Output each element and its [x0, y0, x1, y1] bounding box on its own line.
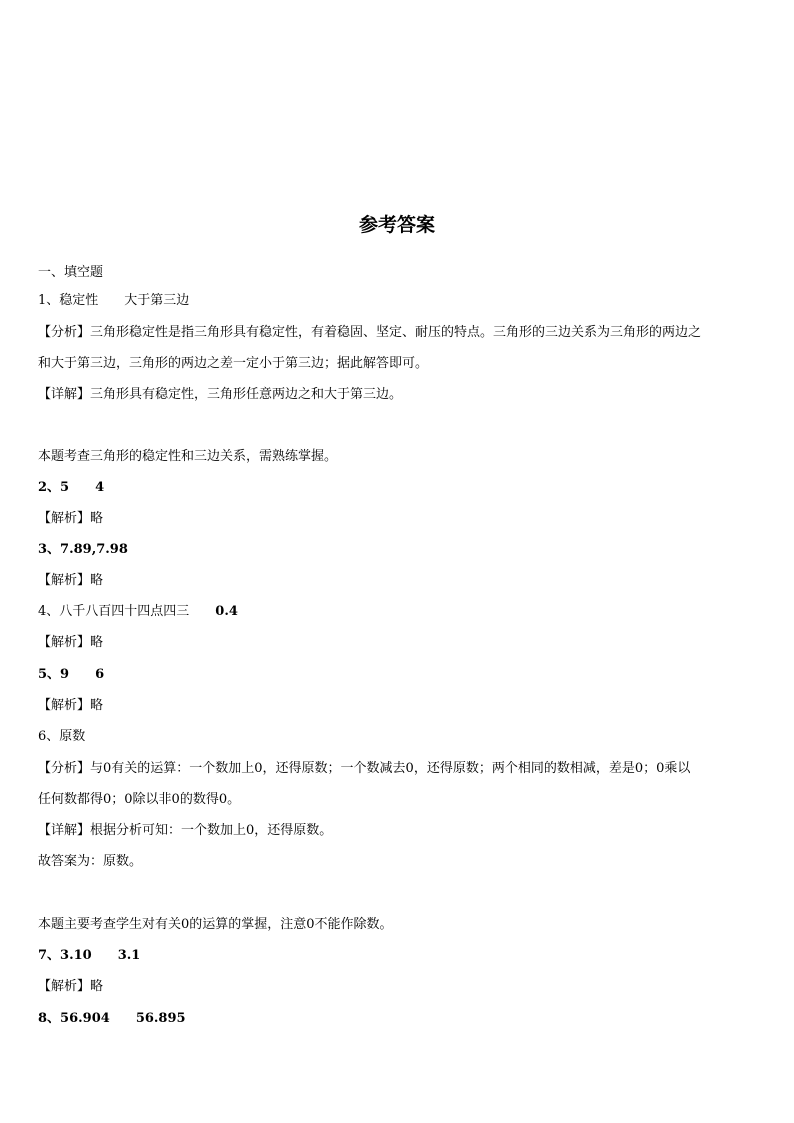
q3-number: 3、: [38, 542, 61, 557]
q7-number: 7、: [38, 948, 61, 963]
q1-answer: [38, 292, 760, 310]
q1-analysis-line-1: [38, 324, 760, 342]
q4-answer-2: 0.4: [215, 604, 238, 619]
q1-analysis-line-2: 和大于第三边，三角形的两边之差一定小于第三边；据此解答即可。: [38, 356, 429, 371]
q6-detail-text: 根据分析可知：一个数加上0，还得原数。: [90, 823, 333, 838]
q3-explain: [38, 572, 760, 590]
q6-analysis-line-1: [38, 760, 760, 778]
q6-conclusion: 故答案为：原数。: [38, 854, 143, 869]
q5-number: 5、: [38, 667, 61, 682]
q3-explain-label: 【解析】: [38, 573, 91, 588]
q7-explain-text: 略: [90, 979, 104, 994]
q6-analysis-text-1: 与0有关的运算：一个数加上0，还得原数；一个数减去0，还得原数；两个相同的数相减，差是0；0乘以: [90, 761, 691, 776]
q1-analysis-label: 【分析】: [38, 325, 91, 340]
q2-explain: [38, 510, 760, 528]
q6-answer-1: 原数: [59, 729, 86, 744]
q4-explain: [38, 634, 760, 652]
q7-answer: [38, 947, 760, 965]
q2-explain-text: 略: [90, 511, 104, 526]
q6-answer: [38, 728, 760, 746]
q1-number: 1、: [38, 293, 60, 308]
q1-detail: [38, 386, 760, 404]
q5-explain-label: 【解析】: [38, 698, 91, 713]
q7-explain: [38, 978, 760, 996]
q1-detail-label: 【详解】: [38, 387, 91, 402]
q6-summary: 本题主要考查学生对有关0的运算的掌握，注意0不能作除数。: [38, 917, 393, 932]
q4-answer: [38, 603, 760, 621]
q1-answer-2: 大于第三边: [124, 293, 190, 308]
q4-number: 4、: [38, 604, 60, 619]
page-title: 参考答案: [358, 214, 435, 236]
q7-answer-1: 3.10: [60, 948, 92, 963]
q1-detail-text: 三角形具有稳定性，三角形任意两边之和大于第三边。: [90, 387, 403, 402]
q2-answer: [38, 479, 760, 497]
q4-answer-1: 八千八百四十四点四三: [59, 604, 190, 619]
q1-answer-1: 稳定性: [59, 293, 99, 308]
q4-explain-text: 略: [90, 635, 104, 650]
q5-explain: [38, 697, 760, 715]
q6-analysis-line-2: 任何数都得0；0除以非0的数得0。: [38, 792, 241, 807]
q4-explain-label: 【解析】: [38, 635, 91, 650]
q1-analysis-text-1: 三角形稳定性是指三角形具有稳定性，有着稳固、坚定、耐压的特点。三角形的三边关系为三角形的两边之: [90, 325, 702, 340]
q6-number: 6、: [38, 729, 60, 744]
q3-answer: [38, 541, 760, 559]
q2-number: 2、: [38, 480, 61, 495]
q3-explain-text: 略: [90, 573, 104, 588]
q5-answer-1: 9: [60, 667, 70, 682]
q2-answer-1: 5: [60, 480, 70, 495]
q6-analysis-label: 【分析】: [38, 761, 91, 776]
q5-answer: [38, 666, 760, 684]
q7-explain-label: 【解析】: [38, 979, 91, 994]
q2-answer-2: 4: [95, 480, 105, 495]
q7-answer-2: 3.1: [117, 948, 141, 963]
q5-explain-text: 略: [90, 698, 104, 713]
q2-explain-label: 【解析】: [38, 511, 91, 526]
q1-summary: 本题考查三角形的稳定性和三边关系，需熟练掌握。: [38, 449, 338, 464]
q8-number: 8、: [38, 1011, 61, 1026]
q5-answer-2: 6: [95, 667, 105, 682]
q8-answer-1: 56.904: [60, 1011, 110, 1026]
q6-detail-label: 【详解】: [38, 823, 91, 838]
q8-answer-2: 56.895: [135, 1011, 186, 1026]
q8-answer: [38, 1010, 760, 1028]
q3-answer-1: 7.89,7.98: [60, 542, 128, 557]
section-heading: 一、填空题: [38, 265, 104, 280]
q6-detail: [38, 822, 760, 840]
